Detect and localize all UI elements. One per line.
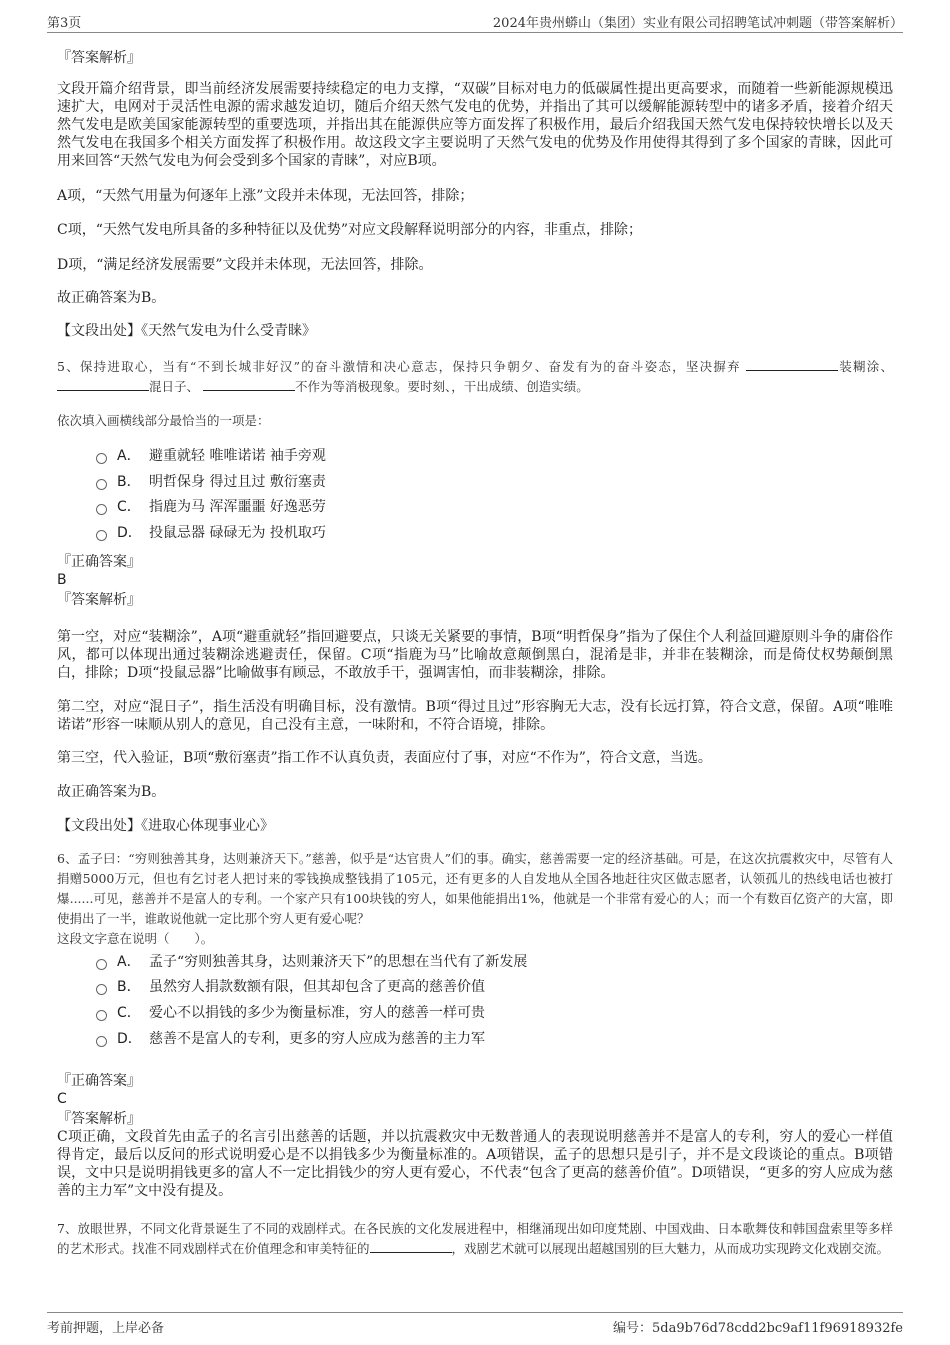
q5-question: 依次填入画横线部分最恰当的一项是： (57, 413, 270, 428)
radio-icon[interactable] (96, 453, 107, 464)
q4-analysis-option-a: A项，“天然气用量为何逐年上涨”文段并未体现，无法回答，排除； (57, 188, 474, 204)
radio-icon[interactable] (96, 1010, 107, 1021)
radio-icon[interactable] (96, 1036, 107, 1047)
q5-option-a[interactable]: A． 避重就轻 唯唯诺诺 袖手旁观 (96, 446, 326, 466)
correct-answer-label: 『正确答案』 (57, 1073, 141, 1089)
q6-answer-block (57, 1072, 893, 1200)
document-code: 编号：5da9b76d78cdd2bc9af11f96918932fe (613, 1321, 903, 1336)
q7-stem: 7、放眼世界，不同文化背景诞生了不同的戏剧样式。在各民族的文化发展进程中，相继涌现出如印度梵剧、中国戏曲、日本歌舞伎和韩国盘索里等多样的艺术形式。找准不同戏剧样式在价值理念和审美特征的 ，戏剧艺术就可以展现出超越国别的巨大魅力，从而成功实现跨文化戏剧交流。 (57, 1221, 893, 1256)
q4-analysis-option-d: D项，“满足经济发展需要”文段并未体现，无法回答，排除。 (57, 257, 433, 273)
q6-question: 这段文字意在说明（ ）。 (57, 931, 214, 946)
correct-answer: C (57, 1091, 67, 1107)
analysis-label: 『答案解析』 (57, 592, 141, 608)
q6-stem: 6、孟子曰：“穷则独善其身，达则兼济天下。”慈善，似乎是“达官贵人”们的事。确实，慈善需要一定的经济基础。可是，在这次抗震救灾中，尽管有人捐赠5000万元，但也有乞讨老人把讨来的零钱换成整钱捐了105元，还有更多的人自发地从全国各地赶往灾区做志愿者，认领孤儿的热线电话也被打爆......可见，慈善并不是富人的专利。一个家产只有100块钱的穷人，如果他能捐出1%，他就是一个非常有爱心的人；而一个有数百亿资产的大富，即使捐出了一半，谁敢说他就一定比那个穷人更有爱心呢？ 这段文字意在说明（ ）。 (57, 849, 893, 949)
q5-stem-text: 5、保持进取心，当有“不到长城非好汉”的奋斗激情和决心意志，保持只争朝夕、奋发有为的奋斗姿态，坚决摒弃 (57, 359, 741, 374)
q5-analysis-p3: 第三空，代入验证，B项“敷衍塞责”指工作不认真负责，表面应付了事，对应“不作为”，符合文意，当选。 (57, 750, 712, 766)
q6-option-d[interactable]: D． 慈善不是富人的专利，更多的穷人应成为慈善的主力军 (96, 1029, 485, 1049)
radio-icon[interactable] (96, 984, 107, 995)
fill-blank-3 (203, 378, 295, 391)
q5-option-d[interactable]: D． 投鼠忌器 碌碌无为 投机取巧 (96, 523, 326, 543)
q5-answer-block (57, 553, 893, 609)
q6-option-c[interactable]: C． 爱心不以捐钱的多少为衡量标准，穷人的慈善一样可贵 (96, 1003, 485, 1023)
page-footer (47, 1312, 903, 1336)
q4-source: 【文段出处】《天然气发电为什么受青睐》 (57, 323, 316, 339)
radio-icon[interactable] (96, 504, 107, 515)
q5-stem: 5、保持进取心，当有“不到长城非好汉”的奋斗激情和决心意志，保持只争朝夕、奋发有为的奋斗姿态，坚决摒弃 装糊涂、 混日子、 不作为等消极现象。要时刻、，干出成绩、创造实绩。 (57, 359, 893, 394)
q5-option-b[interactable]: B． 明哲保身 得过且过 敷衍塞责 (96, 472, 326, 492)
radio-icon[interactable] (96, 479, 107, 490)
footer-slogan: 考前押题，上岸必备 (47, 1321, 165, 1336)
radio-icon[interactable] (96, 530, 107, 541)
q5-option-c[interactable]: C． 指鹿为马 浑浑噩噩 好逸恶劳 (96, 497, 326, 517)
q4-analysis-label-block (57, 49, 893, 67)
page-header (47, 12, 903, 33)
fill-blank-1 (746, 358, 838, 371)
q6-option-a[interactable]: A． 孟子“穷则独善其身，达则兼济天下”的思想在当代有了新发展 (96, 952, 527, 972)
q5-analysis-p1: 第一空，对应“装糊涂”，A项“避重就轻”指回避要点，只谈无关紧要的事情，B项“明哲保身”指为了保住个人利益回避原则斗争的庸俗作风，都可以体现出通过装糊涂逃避责任，保留。C项“指鹿为马”比喻故意颠倒黑白，混淆是非，并非在装糊涂，而是倚仗权势颠倒黑白，排除；D项“投鼠忌器”比喻做事有顾忌，不敢放手干，强调害怕，而非装糊涂，排除。 (57, 629, 893, 681)
correct-answer-label: 『正确答案』 (57, 554, 141, 570)
fill-blank-2 (57, 378, 149, 391)
analysis-label: 『答案解析』 (57, 50, 141, 66)
fill-blank-1 (370, 1240, 452, 1253)
page-number: 第3页 (47, 16, 82, 31)
q4-conclusion: 故正确答案为B。 (57, 290, 166, 306)
q5-conclusion: 故正确答案为B。 (57, 784, 166, 800)
q6-option-b[interactable]: B． 虽然穷人捐款数额有限，但其却包含了更高的慈善价值 (96, 977, 485, 997)
analysis-label: 『答案解析』 (57, 1111, 141, 1127)
q5-analysis-p2: 第二空，对应“混日子”，指生活没有明确目标，没有激情。B项“得过且过”形容胸无大志，没有长远打算，符合文意，保留。A项“唯唯诺诺”形容一味顺从别人的意见，自己没有主意，一味附和，不符合语境，排除。 (57, 699, 893, 733)
document-title: 2024年贵州蟒山（集团）实业有限公司招聘笔试冲刺题（带答案解析） (492, 16, 903, 31)
radio-icon[interactable] (96, 959, 107, 970)
q6-analysis-paragraph: C项正确，文段首先由孟子的名言引出慈善的话题，并以抗震救灾中无数普通人的表现说明慈善并不是富人的专利，穷人的爱心一样值得肯定，最后以反问的形式说明爱心是不以捐钱多少为衡量标准的。A项错误，孟子的思想只是引子，并不是文段谈论的重点。B项错误，文中只是说明捐钱更多的富人不一定比捐钱少的穷人更有爱心，不代表“包含了更高的慈善价值”。D项错误，“更多的穷人应成为慈善的主力军”文中没有提及。 (57, 1129, 893, 1199)
correct-answer: B (57, 572, 67, 588)
q4-analysis-option-c: C项，“天然气发电所具备的多种特征以及优势”对应文段解释说明部分的内容，非重点，排除； (57, 222, 643, 238)
q5-source: 【文段出处】《进取心体现事业心》 (57, 818, 274, 834)
q4-analysis-paragraph: 文段开篇介绍背景，即当前经济发展需要持续稳定的电力支撑，“双碳”目标对电力的低碳属性提出更高要求，而随着一些新能源规模迅速扩大，电网对于灵活性电源的需求越发迫切，随后介绍天然气发电的优势，并指出了其可以缓解能源转型中的诸多矛盾，接着介绍天然气发电是欧美国家能源转型的重要选项，并指出其在能源供应等方面发挥了积极作用，最后介绍我国天然气发电保持较快增长以及天然气发电在我国多个相关方面发挥了积极作用。故这段文字主要说明了天然气发电的优势及作用使得其得到了多个国家的青睐，因此可用来回答“天然气发电为何会受到多个国家的青睐”，对应B项。 (57, 81, 893, 169)
